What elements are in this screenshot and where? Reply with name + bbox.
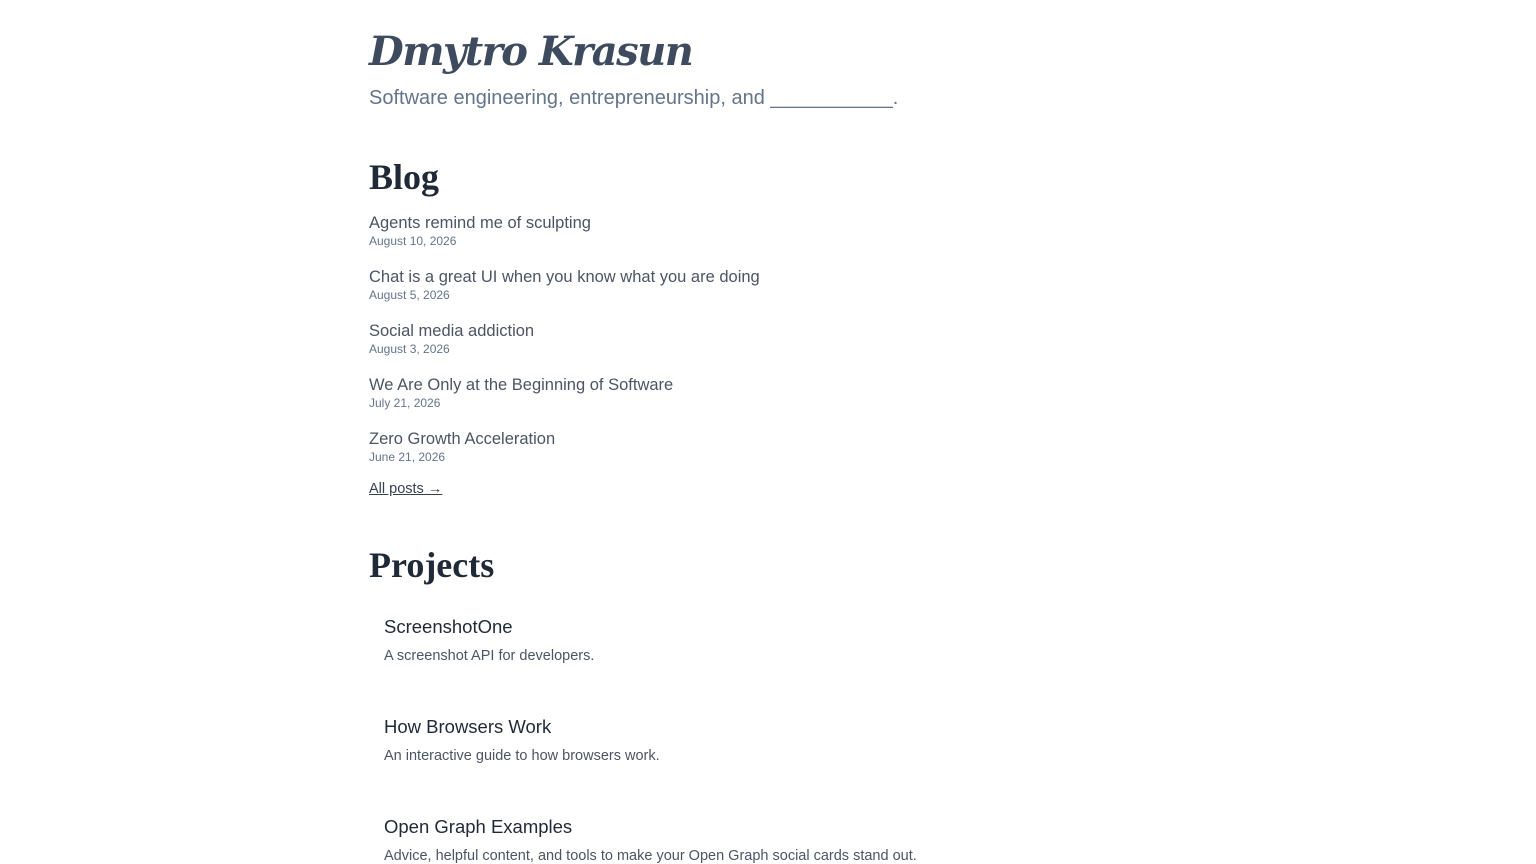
blog-post-title[interactable]: We Are Only at the Beginning of Software [369, 376, 674, 394]
all-posts-link[interactable]: All posts → [369, 481, 443, 497]
project-name[interactable]: Open Graph Examples [384, 816, 573, 837]
blog-post-item[interactable] [369, 212, 591, 249]
project-name[interactable]: ScreenshotOne [384, 616, 513, 637]
blog-post-date: August 5, 2026 [369, 288, 450, 302]
blog-post-date: June 21, 2026 [369, 450, 446, 464]
blog-post-title[interactable]: Agents remind me of sculpting [369, 214, 591, 232]
blog-post-item[interactable] [369, 266, 760, 303]
project-card[interactable] [384, 815, 1084, 864]
blog-post-title[interactable]: Social media addiction [369, 322, 535, 340]
blog-post-date: August 3, 2026 [369, 342, 450, 356]
blog-post-item[interactable] [369, 374, 673, 411]
site-tagline: Software engineering, entrepreneurship, and ___________. [369, 87, 899, 109]
project-description: An interactive guide to how browsers work. [384, 748, 660, 764]
projects-heading: Projects [369, 545, 495, 585]
blog-post-item[interactable] [369, 320, 534, 357]
blog-heading: Blog [369, 157, 440, 197]
site-title[interactable]: Dmytro Krasun [369, 28, 693, 75]
blog-post-title[interactable]: Chat is a great UI when you know what you are doing [369, 268, 760, 286]
project-card[interactable] [384, 615, 1084, 666]
blog-post-title[interactable]: Zero Growth Acceleration [369, 430, 556, 448]
project-description: Advice, helpful content, and tools to make your Open Graph social cards stand out. [384, 848, 917, 864]
blog-post-date: August 10, 2026 [369, 234, 457, 248]
blog-post-date: July 21, 2026 [369, 396, 441, 410]
project-card[interactable] [384, 715, 1084, 766]
project-name[interactable]: How Browsers Work [384, 716, 552, 737]
project-description: A screenshot API for developers. [384, 648, 595, 664]
blog-post-item[interactable] [369, 428, 555, 465]
